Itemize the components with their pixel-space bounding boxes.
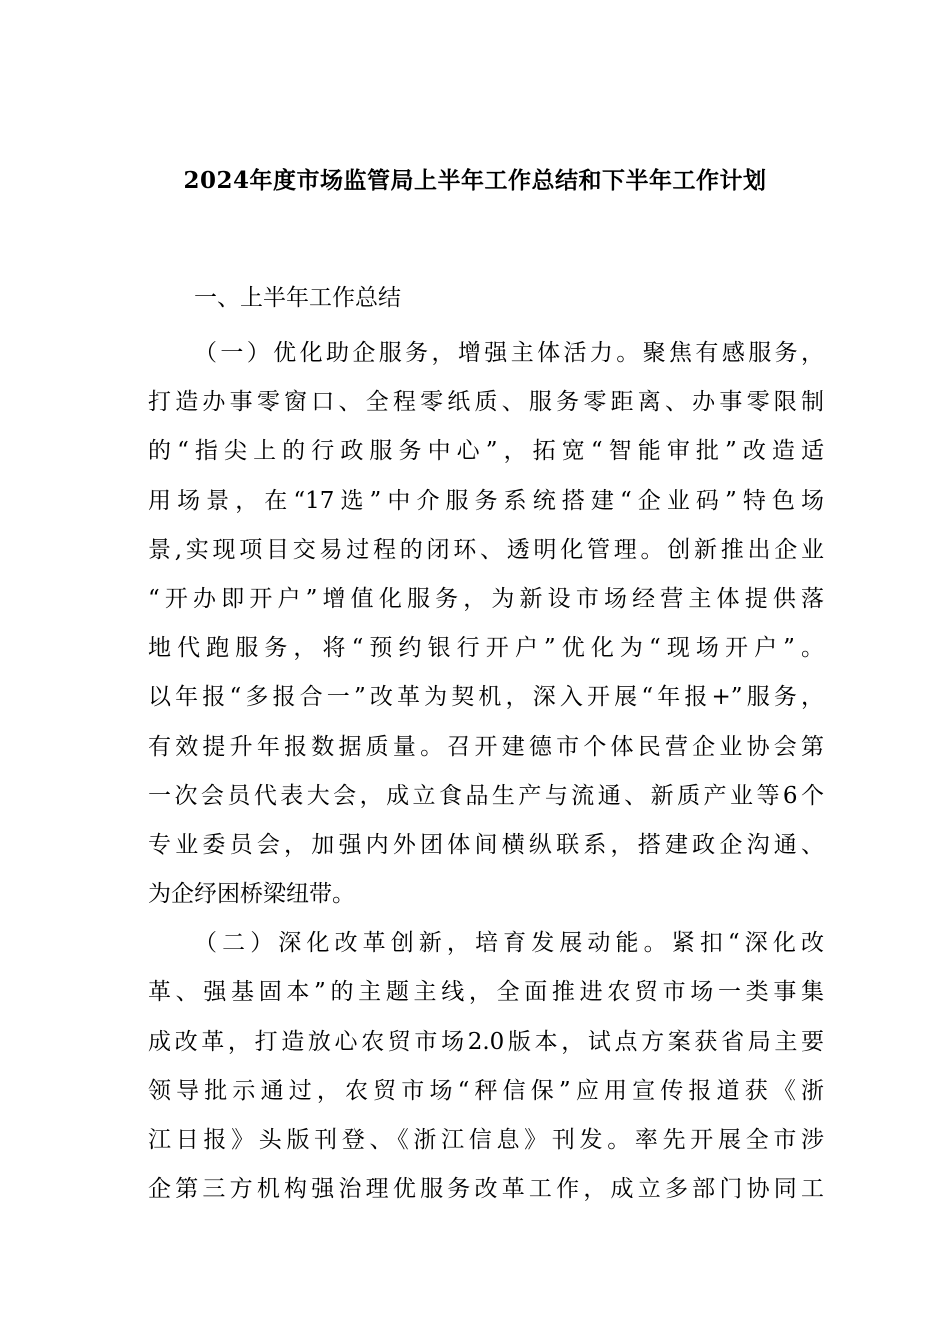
text-line: 企第三方机构强治理优服务改革工作，成立多部门协同工 (148, 1176, 824, 1203)
text-line: 江日报》头版刊登、《浙江信息》刊发。率先开展全市涉 (148, 1127, 824, 1153)
text-line: 景,实现项目交易过程的闭环、透明化管理。创新推出企业 (148, 536, 824, 563)
text-line: （二）深化改革创新，培育发展动能。紧扣“深化改 (194, 930, 824, 957)
text-line: 有效提升年报数据质量。召开建德市个体民营企业协会第 (148, 733, 824, 760)
text-line: （一）优化助企服务，增强主体活力。聚焦有感服务， (194, 340, 824, 366)
text-line: “开办即开户”增值化服务，为新设市场经营主体提供落 (148, 585, 824, 612)
text-line: 打造办事零窗口、全程零纸质、服务零距离、办事零限制 (148, 389, 824, 416)
text-line: 领导批示通过，农贸市场“秤信保”应用宣传报道获《浙 (148, 1077, 824, 1104)
text-line: 成改革，打造放心农贸市场2.0版本，试点方案获省局主要 (148, 1028, 824, 1055)
text-line: 革、强基固本”的主题主线，全面推进农贸市场一类事集 (148, 979, 824, 1006)
text-line: 用场景，在“17选”中介服务系统搭建“企业码”特色场 (148, 487, 824, 514)
document-title: 2024年度市场监管局上半年工作总结和下半年工作计划 (183, 167, 767, 194)
text-line: 专业委员会，加强内外团体间横纵联系，搭建政企沟通、 (148, 831, 824, 858)
paragraph-2 (148, 919, 824, 1214)
paragraph-1 (148, 329, 824, 919)
text-line: 以年报“多报合一”改革为契机，深入开展“年报+”服务， (148, 684, 824, 711)
document-body (148, 278, 824, 1214)
text-line: 地代跑服务，将“预约银行开户”优化为“现场开户”。 (148, 635, 824, 662)
text-line: 一次会员代表大会，成立食品生产与流通、新质产业等6个 (148, 782, 824, 809)
text-line: 为企纾困桥梁纽带。 (148, 881, 355, 908)
section-heading: 一、上半年工作总结 (194, 285, 401, 311)
text-line: 的“指尖上的行政服务中心”，拓宽“智能审批”改造适 (148, 438, 824, 465)
